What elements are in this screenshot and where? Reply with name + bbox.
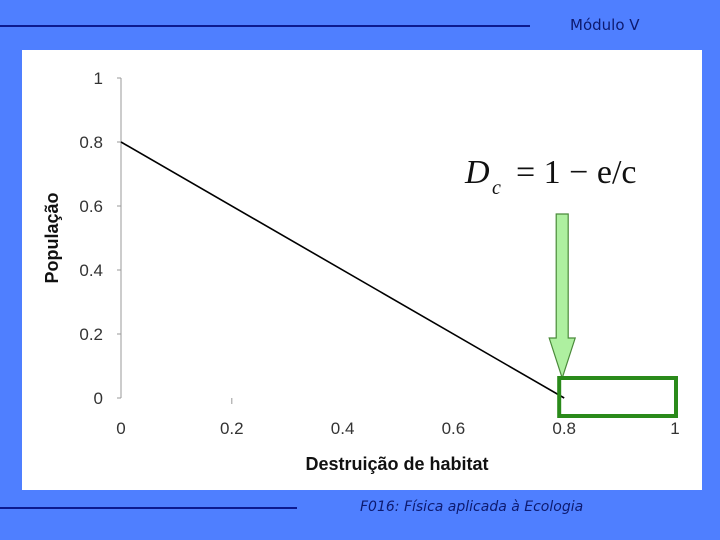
y-tick-label: 0.6 — [79, 197, 103, 216]
footer-course-label: F016: Física aplicada à Ecologia — [360, 499, 584, 515]
tick-labels — [79, 69, 679, 438]
y-tick-label: 1 — [93, 69, 103, 88]
annotations-layer — [549, 214, 676, 416]
axes — [117, 78, 232, 404]
x-tick-label: 0.8 — [552, 419, 577, 438]
highlight-box — [559, 378, 676, 416]
x-tick-label: 1 — [670, 419, 680, 438]
formula — [464, 154, 636, 199]
formula-subscript: c — [492, 177, 501, 199]
module-label: Módulo V — [570, 16, 640, 34]
y-tick-label: 0.8 — [79, 133, 103, 152]
y-tick-label: 0.2 — [79, 325, 103, 344]
y-tick-label: 0 — [93, 389, 103, 408]
formula-rhs: = 1 − e/c — [516, 154, 637, 191]
x-tick-label: 0.2 — [219, 419, 244, 438]
x-tick-label: 0.6 — [441, 419, 466, 438]
x-tick-label: 0 — [116, 419, 126, 438]
x-tick-label: 0.4 — [330, 419, 355, 438]
formula-lhs: D — [465, 154, 490, 191]
footer-rule — [0, 507, 297, 509]
arrow-annotation — [549, 214, 575, 378]
y-tick-label: 0.4 — [79, 261, 103, 280]
y-axis-label: População — [42, 192, 62, 284]
x-axis-label: Destruição de habitat — [305, 454, 489, 474]
